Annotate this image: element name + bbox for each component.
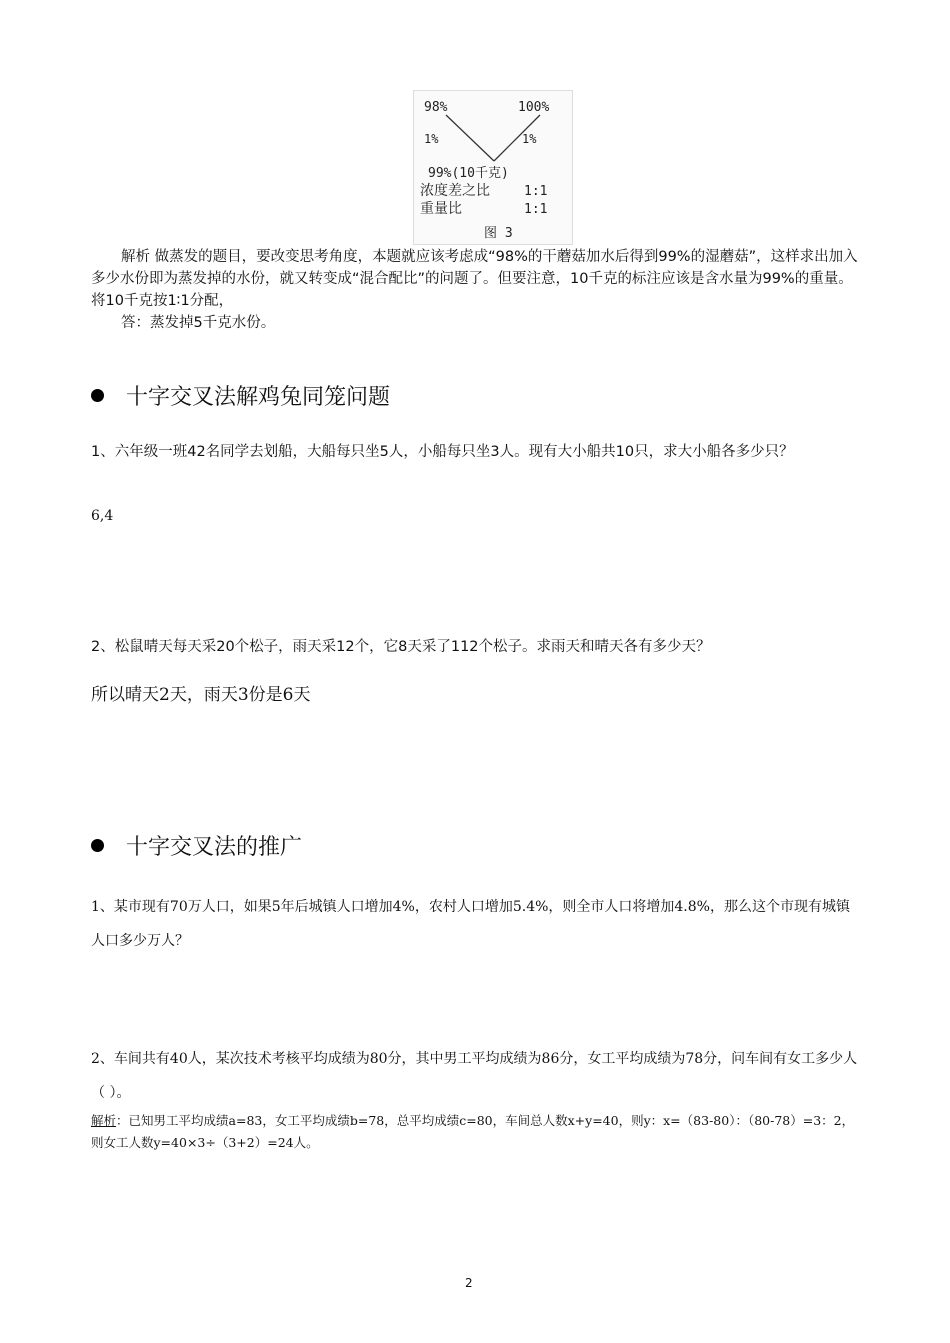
figure-ratio1-value: 1:1 [524,184,548,199]
question-4: 2、车间共有40人，某次技术考核平均成绩为80分，其中男工平均成绩为86分，女工平均成绩为78分，问车间有女工多少人（ ）。 [91,1051,858,1101]
question-2: 2、松鼠晴天每天采20个松子，雨天采12个，它8天采了112个松子。求雨天和晴天各有多少天？ [91,639,711,655]
figure-mid-right: 1% [522,132,537,146]
figure-caption: 图 3 [484,226,513,241]
figure-top-right: 100% [518,100,550,115]
answer-2: 所以晴天2天，雨天3份是6天 [91,685,311,705]
figure-mid-left: 1% [424,132,439,146]
figure-top-left: 98% [424,100,448,115]
bullet-icon [91,389,104,402]
answer-1: 6,4 [91,508,114,524]
analysis-label: 解析 [91,1113,117,1128]
page-number: 2 [465,1276,473,1290]
cross-method-figure [413,90,573,245]
figure-result: 99%(10千克) [428,166,509,181]
analysis-answer: 答：蒸发掉5千克水份。 [121,315,276,331]
section-title: 十字交叉法的推广 [126,835,303,860]
figure-ratio2-label: 重量比 [420,201,462,217]
figure-ratio1-label: 浓度差之比 [420,183,490,199]
figure-ratio2-value: 1:1 [524,202,548,217]
question-1: 1、六年级一班42名同学去划船，大船每只坐5人，小船每只坐3人。现有大小船共10只，求大小船各多少只？ [91,444,794,460]
section-heading-generalization [91,830,302,861]
analysis-body: ：已知男工平均成绩a=83，女工平均成绩b=78，总平均成绩c=80，车间总人数x+y=40，则y：x=（83-80）：（80-78）=3：2，则女工人数y=40×3÷（3+2）=24人。 [91,1113,855,1150]
bullet-icon [91,839,104,852]
analysis-2 [91,1110,861,1154]
section-title: 十字交叉法解鸡兔同笼问题 [126,385,391,410]
question-3: 1、某市现有70万人口，如果5年后城镇人口增加4%，农村人口增加5.4%，则全市人口将增加4.8%，那么这个市现有城镇人口多少万人？ [91,899,850,949]
analysis-paragraph: 解析 做蒸发的题目，要改变思考角度，本题就应该考虑成“98%的干蘑菇加水后得到99%的湿蘑菇”，这样求出加入多少水份即为蒸发掉的水份，就又转变成“混合配比”的问题了。但要注意，10千克的标注应该是含水量为99%的重量。将10千克按1∶1分配， [91,249,858,309]
figure-left-line [446,115,494,161]
section-heading-chicken-rabbit [91,380,390,411]
